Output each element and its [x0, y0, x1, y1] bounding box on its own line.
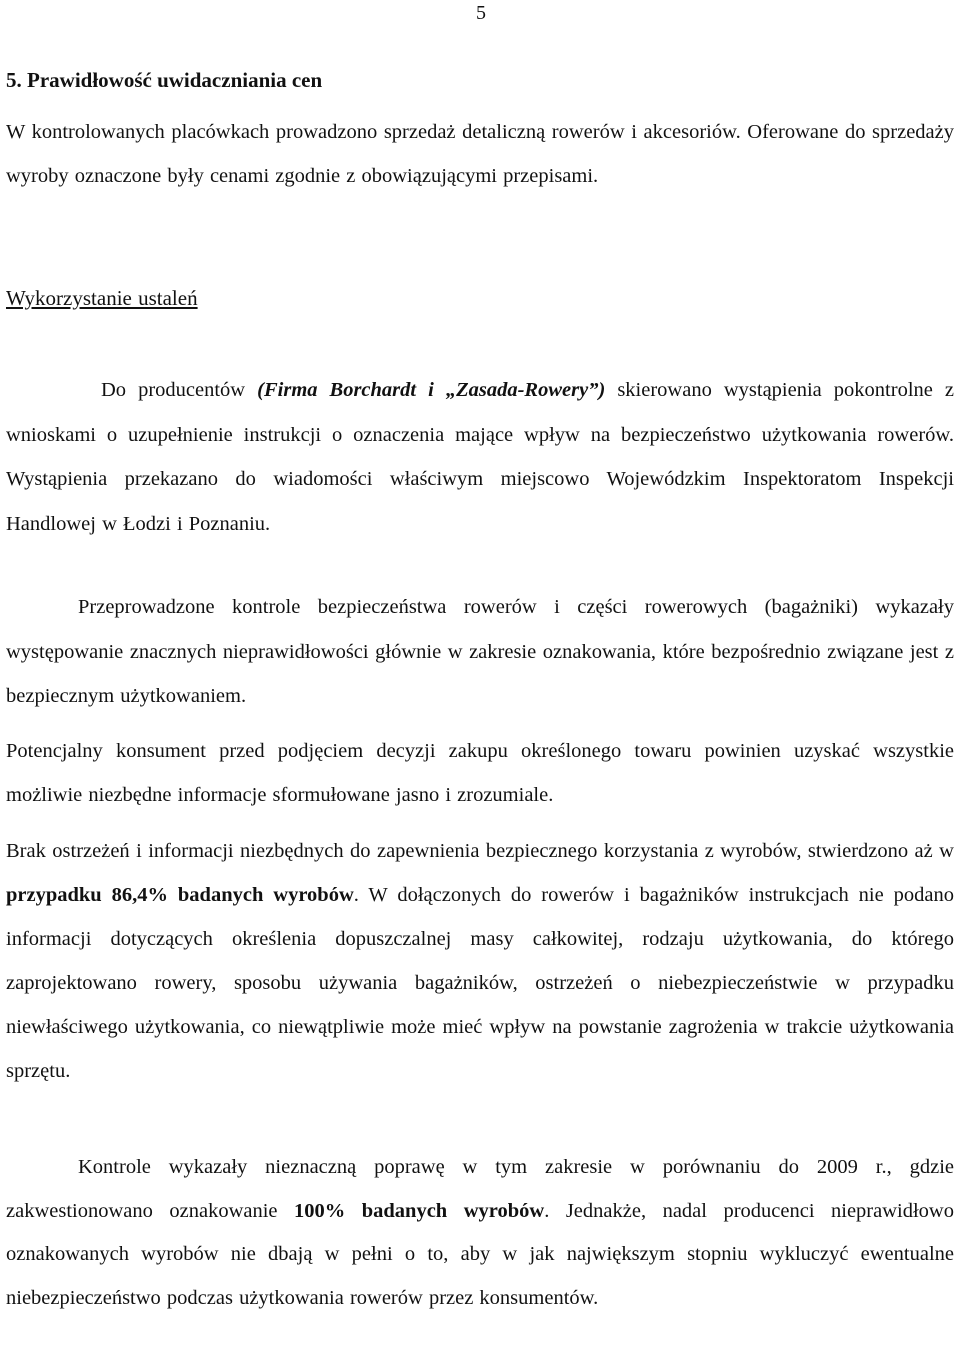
paragraph-warnings-rest: . W dołączonych do rowerów i bagażników instrukcjach nie podano informacji dotyczących określenia dopuszczalnej masy całkowitej, rodzaju użytkowania, do którego zaprojektowano rowery, sposobu używania bagażników, ostrzeżeń o niebezpieczeństwie w przypadku niewłaściwego użytkowania, co niewątpliwie może mieć wpływ na powstanie zagrożenia w trakcie użytkowania sprzętu.: [6, 884, 954, 1082]
paragraph-warnings-lead: Brak ostrzeżeń i informacji niezbędnych do zapewnienia bezpiecznego korzystania z wyrobów, stwierdzono aż w: [6, 840, 954, 862]
paragraph-consumer: Potencjalny konsument przed podjęciem decyzji zakupu określonego towaru powinien uzyskać wszystkie możliwie niezbędne informacje sformułowane jasno i zrozumiale.: [6, 740, 954, 806]
subsection-heading: Wykorzystanie ustaleń: [6, 286, 198, 310]
subsection-heading-block: [6, 286, 954, 311]
paragraph-warnings-percentage: przypadku 86,4% badanych wyrobów: [6, 884, 354, 906]
page-number: 5: [476, 2, 486, 24]
paragraph-producers-companies: (Firma Borchardt i „Zasada-Rowery”): [257, 379, 606, 401]
paragraph-inspections: Przeprowadzone kontrole bezpieczeństwa rowerów i części rowerowych (bagażniki) wykazały występowanie znacznych nieprawidłowości głównie w zakresie oznakowania, które bezpośrednio związane jest z bezpiecznym użytkowaniem.: [6, 596, 954, 707]
paragraph-producers-rest: skierowano wystąpienia pokontrolne z wnioskami o uzupełnienie instrukcji o oznaczenia mające wpływ na bezpieczeństwo użytkowania rowerów. Wystąpienia przekazano do wiadomości właściwym miejscowo Wojewódzkim Inspektoratom Inspekcji Handlowej w Łodzi i Poznaniu.: [6, 379, 954, 535]
section-heading: 5. Prawidłowość uwidaczniania cen: [6, 68, 323, 92]
paragraph-producers-lead: Do producentów: [101, 379, 258, 401]
paragraph-improvement-lead: Kontrole wykazały nieznaczną poprawę w tym zakresie w porównaniu do 2009 r., gdzie zakwestionowano oznakowanie: [6, 1156, 954, 1222]
section-body-paragraph: W kontrolowanych placówkach prowadzono sprzedaż detaliczną rowerów i akcesoriów. Oferowane do sprzedaży wyroby oznaczone były cenami zgodnie z obowiązującymi przepisami.: [6, 121, 954, 187]
paragraph-improvement-percentage: 100% badanych wyrobów: [294, 1199, 545, 1222]
paragraph-warnings: [6, 829, 954, 1093]
paragraph-improvement: [6, 1146, 954, 1320]
paragraph-improvement-rest: . Jednakże, nadal producenci nieprawidłowo oznakowanych wyrobów nie dbają w pełni o to, aby w jak największym stopniu wykluczyć ewentualne niebezpieczeństwo podczas użytkowania rowerów przez konsumentów.: [6, 1199, 954, 1309]
paragraph-producers: [6, 368, 954, 546]
